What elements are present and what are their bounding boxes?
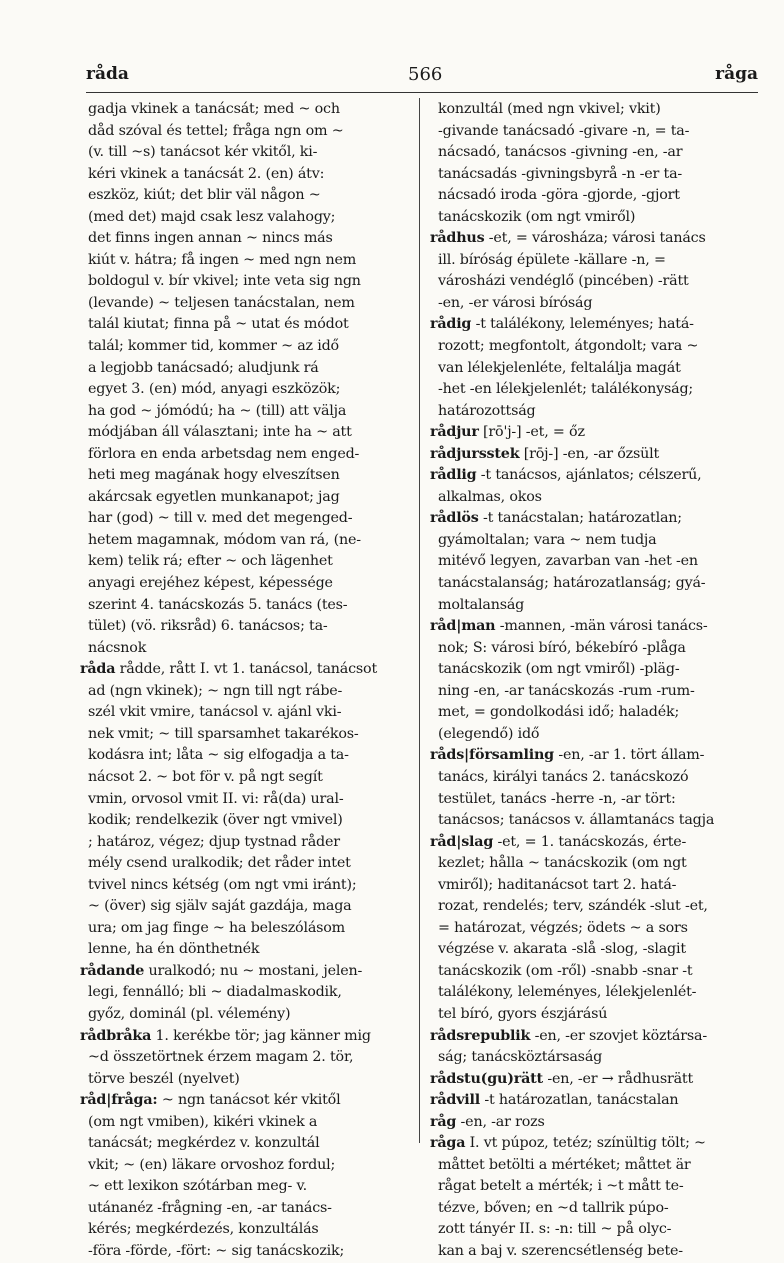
dictionary-line: råga I. vt púpoz, tetéz; színültig tölt; ~ (430, 1135, 706, 1152)
dictionary-line: har (god) ~ till v. med det megenged- (88, 510, 353, 527)
dictionary-line: talál; kommer tid, kommer ~ az idő (88, 338, 339, 355)
running-head-left: råda (86, 64, 129, 84)
dictionary-line: moltalanság (438, 596, 525, 613)
dictionary-line: mitévő legyen, zavarban van -het -en (438, 553, 698, 570)
headword: rådhus (430, 230, 485, 247)
dictionary-line: rådig -t találékony, leleményes; hatá- (430, 316, 694, 333)
dictionary-line: eszköz, kiút; det blir väl någon ~ (88, 187, 321, 204)
dictionary-line: nok; S: városi bíró, békebíró -plåga (438, 639, 686, 656)
dictionary-line: tézve, bőven; en ~d tallrik púpo- (438, 1199, 669, 1216)
dictionary-line: vkit; ~ (en) läkare orvoshoz fordul; (88, 1156, 336, 1173)
dictionary-line: tanácsát; megkérdez v. konzultál (88, 1135, 320, 1152)
dictionary-line: tület) (vö. riksråd) 6. tanácsos; ta- (88, 618, 328, 635)
dictionary-line: ura; om jag finge ~ ha beleszólásom (88, 919, 346, 936)
dictionary-line: tanácskozik (om ngt vmiről) (438, 208, 636, 225)
running-head-right: råga (715, 64, 758, 84)
dictionary-line: találékony, leleményes, lélekjelenlét- (438, 984, 697, 1001)
dictionary-line: talál kiutat; finna på ~ utat és módot (88, 316, 349, 333)
headword: rådjur (430, 424, 479, 441)
dictionary-line: zott tányér II. s: -n: till ~ på olyc- (438, 1221, 672, 1238)
dictionary-line: nácsadó, tanácsos -givning -en, -ar (438, 144, 683, 161)
dictionary-line: lenne, ha én dönthetnék (88, 941, 260, 958)
dictionary-line: tanácsos; tanácsos v. államtanács tagja (438, 812, 715, 829)
dictionary-line: rådhus -et, = városháza; városi tanács (430, 230, 706, 247)
headword: råg (430, 1113, 457, 1130)
dictionary-line: a legjobb tanácsadó; aludjunk rá (88, 359, 319, 376)
dictionary-line: met, = gondolkodási idő; haladék; (438, 704, 680, 721)
dictionary-line: ; határoz, végez; djup tystnad råder (88, 833, 340, 850)
dictionary-line: rozott; megfontolt, átgondolt; vara ~ (438, 338, 699, 355)
dictionary-line: rådstu(gu)rätt -en, -er → rådhusrätt (430, 1070, 694, 1087)
dictionary-line: (elegendő) idő (438, 725, 540, 742)
dictionary-line: győz, dominál (pl. vélemény) (88, 1005, 291, 1022)
dictionary-line: måttet betölti a mértéket; måttet är (438, 1156, 691, 1173)
dictionary-line: ~ ett lexikon szótárban meg- v. (88, 1178, 307, 1195)
dictionary-line: vmiről); haditanácsot tart 2. hatá- (438, 876, 677, 893)
dictionary-line: kodik; rendelkezik (över ngt vmivel) (88, 812, 343, 829)
headword: råds|församling (430, 747, 554, 764)
dictionary-line: boldogul v. bír vkivel; inte veta sig ngn (88, 273, 361, 290)
dictionary-line: rågat betelt a mérték; i ~t mått te- (438, 1178, 684, 1195)
dictionary-line: tanácskozik (om ngt vmiről) -pläg- (438, 661, 680, 678)
dictionary-line: kan a baj v. szerencsétlenség bete- (438, 1242, 683, 1259)
dictionary-line: råda rådde, rått I. vt 1. tanácsol, tanácsot (80, 661, 378, 678)
right-column (430, 99, 762, 1263)
dictionary-line: råd|man -mannen, -män városi tanács- (430, 618, 708, 635)
dictionary-line: ning -en, -ar tanácskozás -rum -rum- (438, 682, 695, 699)
dictionary-line: (levande) ~ teljesen tanácstalan, nem (88, 294, 355, 311)
dictionary-line: tanácstalanság; határozatlanság; gyá- (438, 575, 706, 592)
dictionary-line: rådlig -t tanácsos, ajánlatos; célszerű, (430, 467, 702, 484)
dictionary-line: törve beszél (nyelvet) (88, 1070, 240, 1087)
dictionary-line: utánanéz -frågning -en, -ar tanács- (88, 1199, 332, 1216)
dictionary-line: (med det) majd csak lesz valahogy; (88, 208, 336, 225)
dictionary-line: ha god ~ jómódú; ha ~ (till) att välja (88, 402, 347, 419)
dictionary-line: tanácskozik (om -ről) -snabb -snar -t (438, 962, 693, 979)
page-number: 566 (408, 64, 443, 85)
dictionary-line: nácsot 2. ~ bot för v. på ngt segít (88, 768, 323, 785)
column-divider (419, 98, 420, 1143)
headword: råd|fråga: (80, 1092, 158, 1109)
dictionary-line: hetem magamnak, módom van rá, (ne- (88, 531, 361, 548)
dictionary-line: akárcsak egyetlen munkanapot; jag (88, 488, 340, 505)
dictionary-line: tel bíró, gyors észjárású (438, 1005, 608, 1022)
dictionary-line: alkalmas, okos (438, 488, 542, 505)
dictionary-line: mély csend uralkodik; det råder intet (88, 855, 351, 872)
dictionary-line: ság; tanácsköztársaság (438, 1049, 603, 1066)
dictionary-line: ill. bíróság épülete -källare -n, = (438, 251, 666, 268)
dictionary-line: tanácsadás -givningsbyrå -n -er ta- (438, 165, 683, 182)
dictionary-line: végzése v. akarata -slå -slog, -slagit (438, 941, 686, 958)
headword: rådsrepublik (430, 1027, 531, 1044)
dictionary-line: kéri vkinek a tanácsát 2. (en) átv: (88, 165, 325, 182)
dictionary-line: rozat, rendelés; terv, szándék -slut -et, (438, 898, 708, 915)
dictionary-line: tanács, királyi tanács 2. tanácskozó (438, 768, 689, 785)
dictionary-line: -givande tanácsadó -givare -n, = ta- (438, 122, 690, 139)
headword: rådbråka (80, 1027, 152, 1044)
left-column (80, 99, 410, 1263)
dictionary-line: = határozat, végzés; ödets ~ a sors (438, 919, 688, 936)
dictionary-line: -en, -er városi bíróság (438, 294, 593, 311)
dictionary-line: ad (ngn vkinek); ~ ngn till ngt rábe- (88, 682, 343, 699)
dictionary-line: rådande uralkodó; nu ~ mostani, jelen- (80, 962, 363, 979)
dictionary-line: ~d összetörtnek érzem magam 2. tör, (88, 1049, 354, 1066)
headword: rådlig (430, 467, 477, 484)
dictionary-line: nácsadó iroda -göra -gjorde, -gjort (438, 187, 680, 204)
dictionary-line: kérés; megkérdezés, konzultálás (88, 1221, 319, 1238)
header-rule (86, 92, 758, 93)
dictionary-line: rådbråka 1. kerékbe tör; jag känner mig (80, 1027, 371, 1044)
dictionary-line: gadja vkinek a tanácsát; med ~ och (88, 101, 340, 117)
headword: råd|man (430, 618, 496, 635)
dictionary-line: råd|fråga: ~ ngn tanácsot kér vkitől (80, 1092, 341, 1109)
headword: rådande (80, 962, 145, 979)
headword: rådstu(gu)rätt (430, 1070, 543, 1087)
headword: rådvill (430, 1092, 480, 1109)
dictionary-line: konzultál (med ngn vkivel; vkit) (438, 101, 661, 117)
dictionary-line: heti meg magának hogy elveszítsen (88, 467, 340, 484)
dictionary-line: rådsrepublik -en, -er szovjet köztársa- (430, 1027, 707, 1044)
dictionary-line: városházi vendéglő (pincében) -rätt (438, 273, 689, 290)
dictionary-line: (om ngt vmiben), kikéri vkinek a (88, 1113, 318, 1130)
dictionary-line: rådlös -t tanácstalan; határozatlan; (430, 510, 682, 527)
headword: råd|slag (430, 833, 494, 850)
dictionary-line: -het -en lélekjelenlét; találékonyság; (438, 381, 694, 398)
dictionary-line: rådvill -t határozatlan, tanácstalan (430, 1092, 679, 1109)
dictionary-line: råd|slag -et, = 1. tanácskozás, érte- (430, 833, 687, 850)
dictionary-line: vmin, orvosol vmit II. vi: rå(da) ural- (88, 790, 344, 807)
dictionary-line: tvivel nincs kétség (om ngt vmi iránt); (88, 876, 357, 893)
dictionary-line: anyagi erejéhez képest, képessége (88, 575, 333, 592)
dictionary-line: -föra -förde, -fört: ~ sig tanácskozik; (88, 1242, 345, 1259)
dictionary-line: módjában áll választani; inte ha ~ att (88, 424, 352, 441)
dictionary-line: (v. till ~s) tanácsot kér vkitől, ki- (88, 144, 318, 161)
headword: råga (430, 1135, 466, 1152)
dictionary-line: gyámoltalan; vara ~ nem tudja (438, 531, 657, 548)
dictionary-line: egyet 3. (en) mód, anyagi eszközök; (88, 381, 341, 398)
dictionary-line: dåd szóval és tettel; fråga ngn om ~ (88, 122, 344, 139)
dictionary-line: kodásra int; låta ~ sig elfogadja a ta- (88, 747, 349, 764)
dictionary-line: ~ (över) sig själv saját gazdája, maga (88, 898, 352, 915)
dictionary-line: förlora en enda arbetsdag nem enged- (88, 445, 360, 462)
dictionary-line: det finns ingen annan ~ nincs más (88, 230, 333, 247)
dictionary-line: nácsnok (88, 639, 147, 656)
headword: råda (80, 661, 116, 678)
dictionary-line: határozottság (438, 402, 536, 419)
dictionary-line: rådjursstek [rōj-] -en, -ar őzsült (430, 445, 660, 462)
dictionary-line: kiút v. hátra; få ingen ~ med ngn nem (88, 251, 357, 268)
dictionary-line: szerint 4. tanácskozás 5. tanács (tes- (88, 596, 348, 613)
dictionary-line: kem) telik rá; efter ~ och lägenhet (88, 553, 333, 570)
dictionary-line: legi, fennálló; bli ~ diadalmaskodik, (88, 984, 342, 1001)
dictionary-line: kezlet; hålla ~ tanácskozik (om ngt (438, 855, 687, 872)
headword: rådig (430, 316, 472, 333)
dictionary-line: szél vkit vmire, tanácsol v. ajánl vki- (88, 704, 342, 721)
headword: rådjursstek (430, 445, 520, 462)
dictionary-line: rådjur [rō'j-] -et, = őz (430, 424, 585, 441)
headword: rådlös (430, 510, 479, 527)
dictionary-line: råds|församling -en, -ar 1. tört állam- (430, 747, 705, 764)
dictionary-line: van lélekjelenléte, feltalálja magát (438, 359, 681, 376)
dictionary-line: testület, tanács -herre -n, -ar tört: (438, 790, 676, 807)
dictionary-line: nek vmit; ~ till sparsamhet takarékos- (88, 725, 359, 742)
dictionary-line: råg -en, -ar rozs (430, 1113, 545, 1130)
